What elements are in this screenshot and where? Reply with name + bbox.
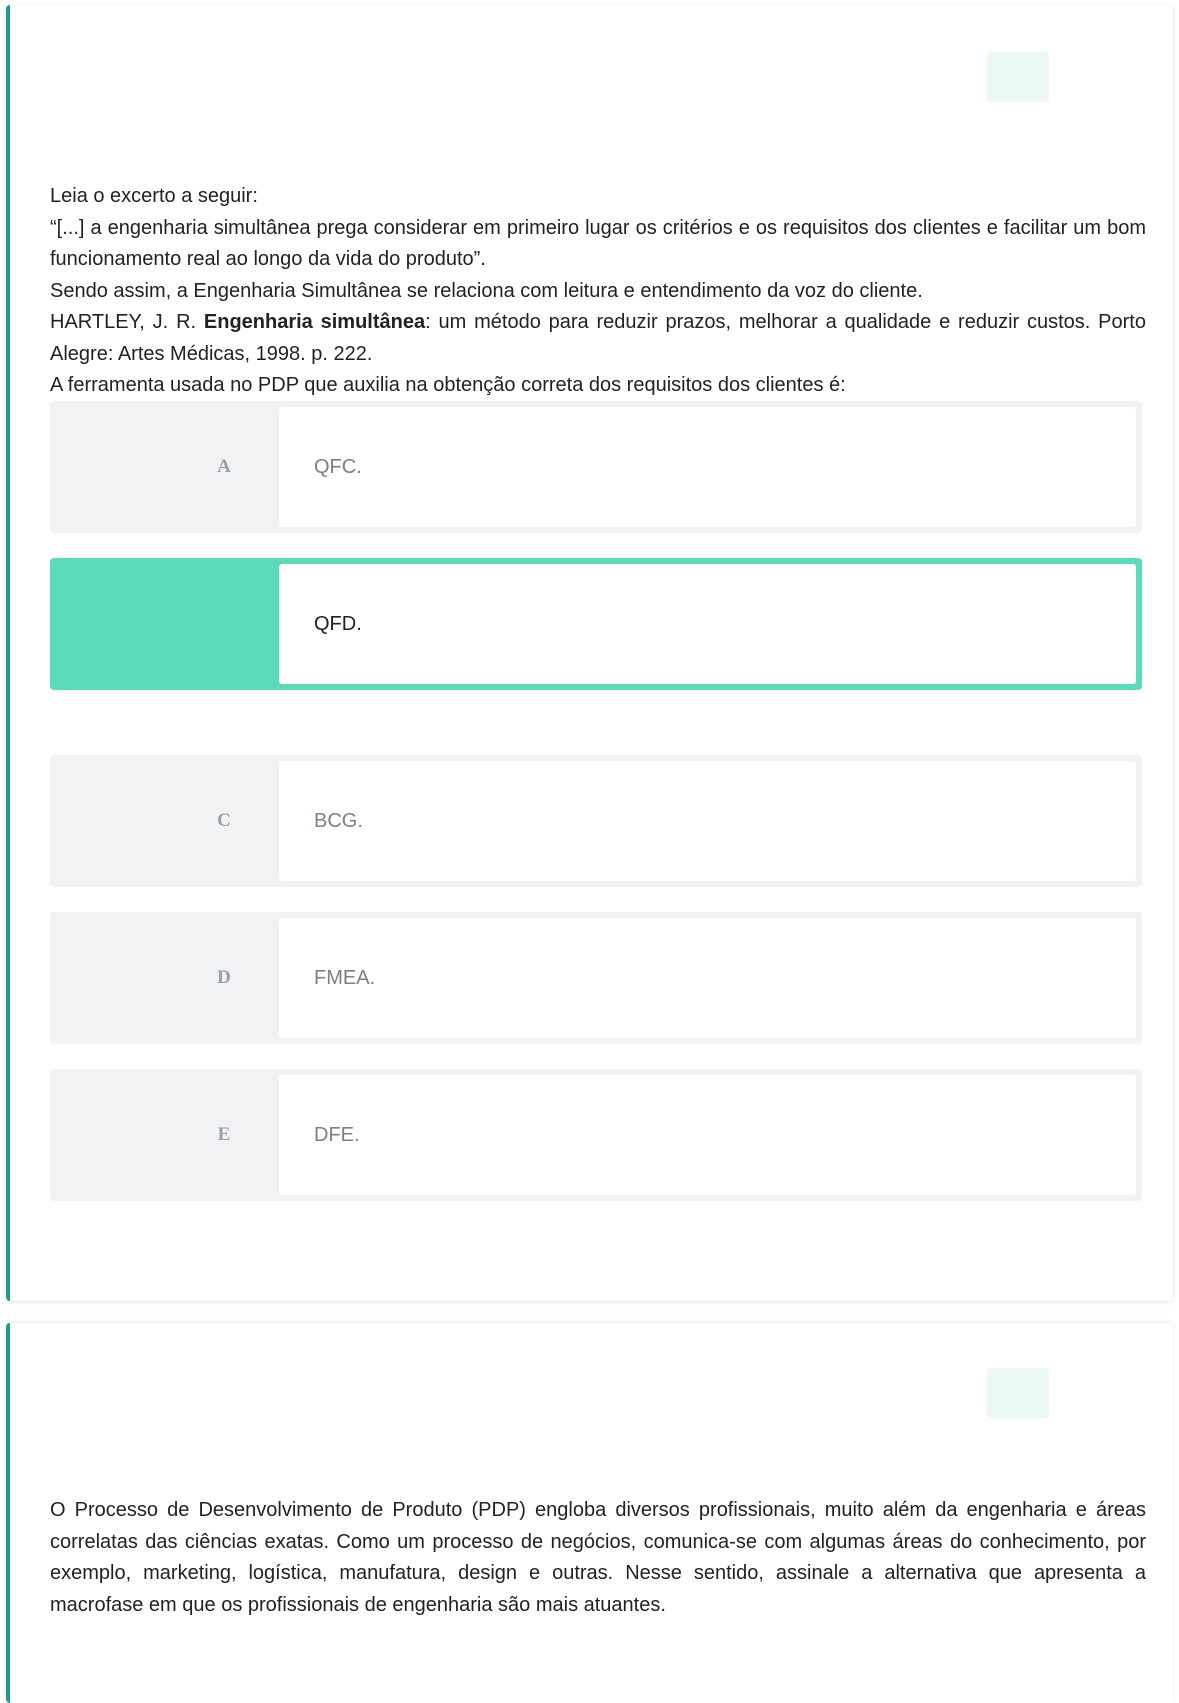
option-text[interactable]: FMEA. [279, 918, 1136, 1038]
question-statement: O Processo de Desenvolvimento de Produto (PDP) engloba diversos profissionais, muito além da engenharia e áreas correlatas das ciências exatas. Como um processo de negócios, comunica-se com algumas áreas do conhecimento, por exemplo, marketing, logística, manufatura, design e outras. Nesse sentido, assinale a alternativa que apresenta a macrofase em que os profissionais de engenharia são mais atuantes. [50, 1499, 1146, 1616]
question-reference [50, 307, 1146, 370]
option-text[interactable]: BCG. [279, 761, 1136, 881]
reference-author: HARTLEY, J. R. [50, 311, 197, 333]
option-c[interactable] [50, 755, 1142, 887]
option-letter: E [217, 1124, 231, 1145]
question-prompt: A ferramenta usada no PDP que auxilia na obtenção correta dos requisitos dos clientes é: [50, 374, 846, 396]
option-text[interactable]: QFC. [279, 407, 1136, 527]
option-text[interactable]: DFE. [279, 1075, 1136, 1195]
question-context: Sendo assim, a Engenharia Simultânea se relaciona com leitura e entendimento da voz do cliente. [50, 279, 923, 302]
question-badge [987, 1368, 1049, 1418]
question-text [50, 1495, 1146, 1621]
option-letter: C [217, 810, 231, 831]
option-e[interactable] [50, 1069, 1142, 1201]
question-intro: Leia o excerto a seguir: [50, 185, 258, 207]
option-d[interactable] [50, 912, 1142, 1044]
reference-title: Engenharia simultânea [203, 311, 426, 333]
question-quote: “[...] a engenharia simultânea prega considerar em primeiro lugar os critérios e os requisitos dos clientes e facilitar um bom funcionamento real ao longo da vida do produto”. [50, 216, 1146, 270]
option-b-selected[interactable] [50, 558, 1142, 690]
option-a[interactable] [50, 401, 1142, 533]
question-card-2 [6, 1323, 1173, 1703]
reference-details: : um método para reduzir prazos, melhorar a qualidade e reduzir custos. Porto Alegre: Artes Médicas, 1998. p. 222. [50, 311, 1146, 365]
question-text [50, 181, 1146, 402]
option-letter: D [217, 967, 231, 988]
option-text[interactable]: QFD. [279, 564, 1136, 684]
question-card-1 [6, 5, 1173, 1301]
question-badge [987, 52, 1049, 102]
option-letter: A [217, 456, 231, 477]
